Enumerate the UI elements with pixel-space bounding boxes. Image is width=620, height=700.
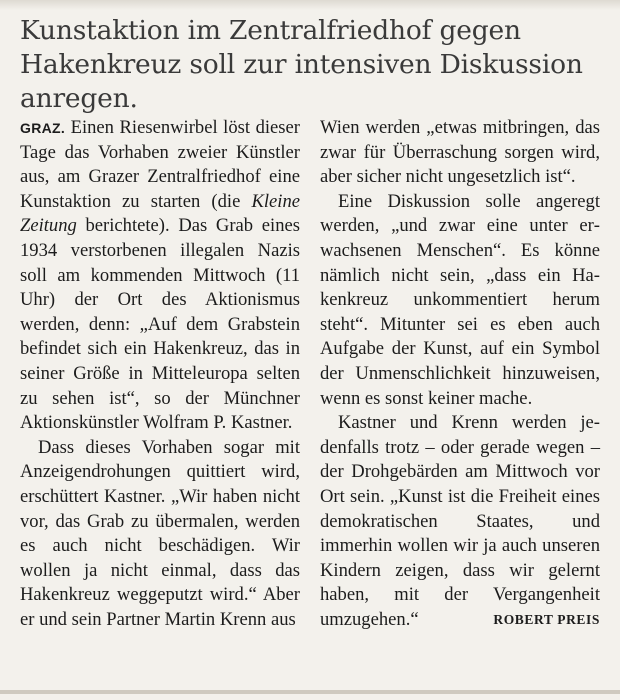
paragraph-text: berichtete). Das Grab eines 1934 verstorbenen illegalen Nazis soll am kommenden Mittwoch (11 Uhr) der Ort des Aktionismus werden, denn: „Auf dem Grabstein befindet sich ein Hakenkreuz, das in seiner Größe in Mitteleuropa selten zu sehen ist“, so der Münchner Aktionskünstler Wolfram P. Kastner.	[20, 215, 300, 434]
column-left	[20, 116, 300, 632]
column-right	[320, 116, 600, 632]
paragraph-text: Einen Riesenwirbel löst dieser Tage das Vorhaben zweier Künstler aus, am Grazer Zentralfriedhof eine Kunstaktion zu starten (die	[20, 117, 300, 212]
paragraph: Eine Diskussion solle angeregt werden, „und zwar eine unter erwachsenen Menschen“. Es könne nämlich nicht sein, „dass ein Hakenkreuz unkommentiert herum steht“. Mitunter sei es eben auch Aufgabe der Kunst, auf ein Symbol der Unmenschlichkeit hinzuweisen, wenn es sonst keiner mache.	[320, 190, 600, 409]
author-byline: ROBERT PREIS	[493, 611, 600, 627]
page-bottom-rule	[0, 690, 620, 694]
article-subheadline: Kunstaktion im Zentralfriedhof gegen Hakenkreuz soll zur intensiven Diskussion anregen.	[20, 15, 583, 114]
page-top-edge	[0, 0, 620, 10]
paragraph	[20, 116, 300, 436]
paragraph-text: Kastner und Krenn werden jedenfalls trotz – oder gerade wegen – der Drohgebärden am Mittwoch vor Ort sein. „Kunst ist die Freiheit eines demokratischen Staates, und immerhin wollen wir ja auch unseren Kindern zeigen, dass wir gelernt haben, mit der Vergangenheit umzugehen.“	[320, 412, 600, 630]
paragraph: Dass dieses Vorhaben sogar mit Anzeigendrohungen quittiert wird, erschüttert Kastner. „Wir haben nicht vor, das Grab zu übermalen, werden es auch nicht beschädigen. Wir wollen ja nicht einmal, dass das Hakenkreuz weggeputzt wird.“ Aber er und sein Partner Martin Krenn aus	[20, 436, 300, 630]
paragraph: Wien werden „etwas mitbringen, das zwar für Überraschung sorgen wird, aber sicher nicht ungesetzlich ist“.	[320, 117, 600, 188]
paragraph	[320, 411, 600, 632]
dateline: GRAZ.	[20, 120, 66, 136]
article-body	[20, 116, 600, 632]
newspaper-name: Kleine Zeitung	[20, 190, 300, 237]
